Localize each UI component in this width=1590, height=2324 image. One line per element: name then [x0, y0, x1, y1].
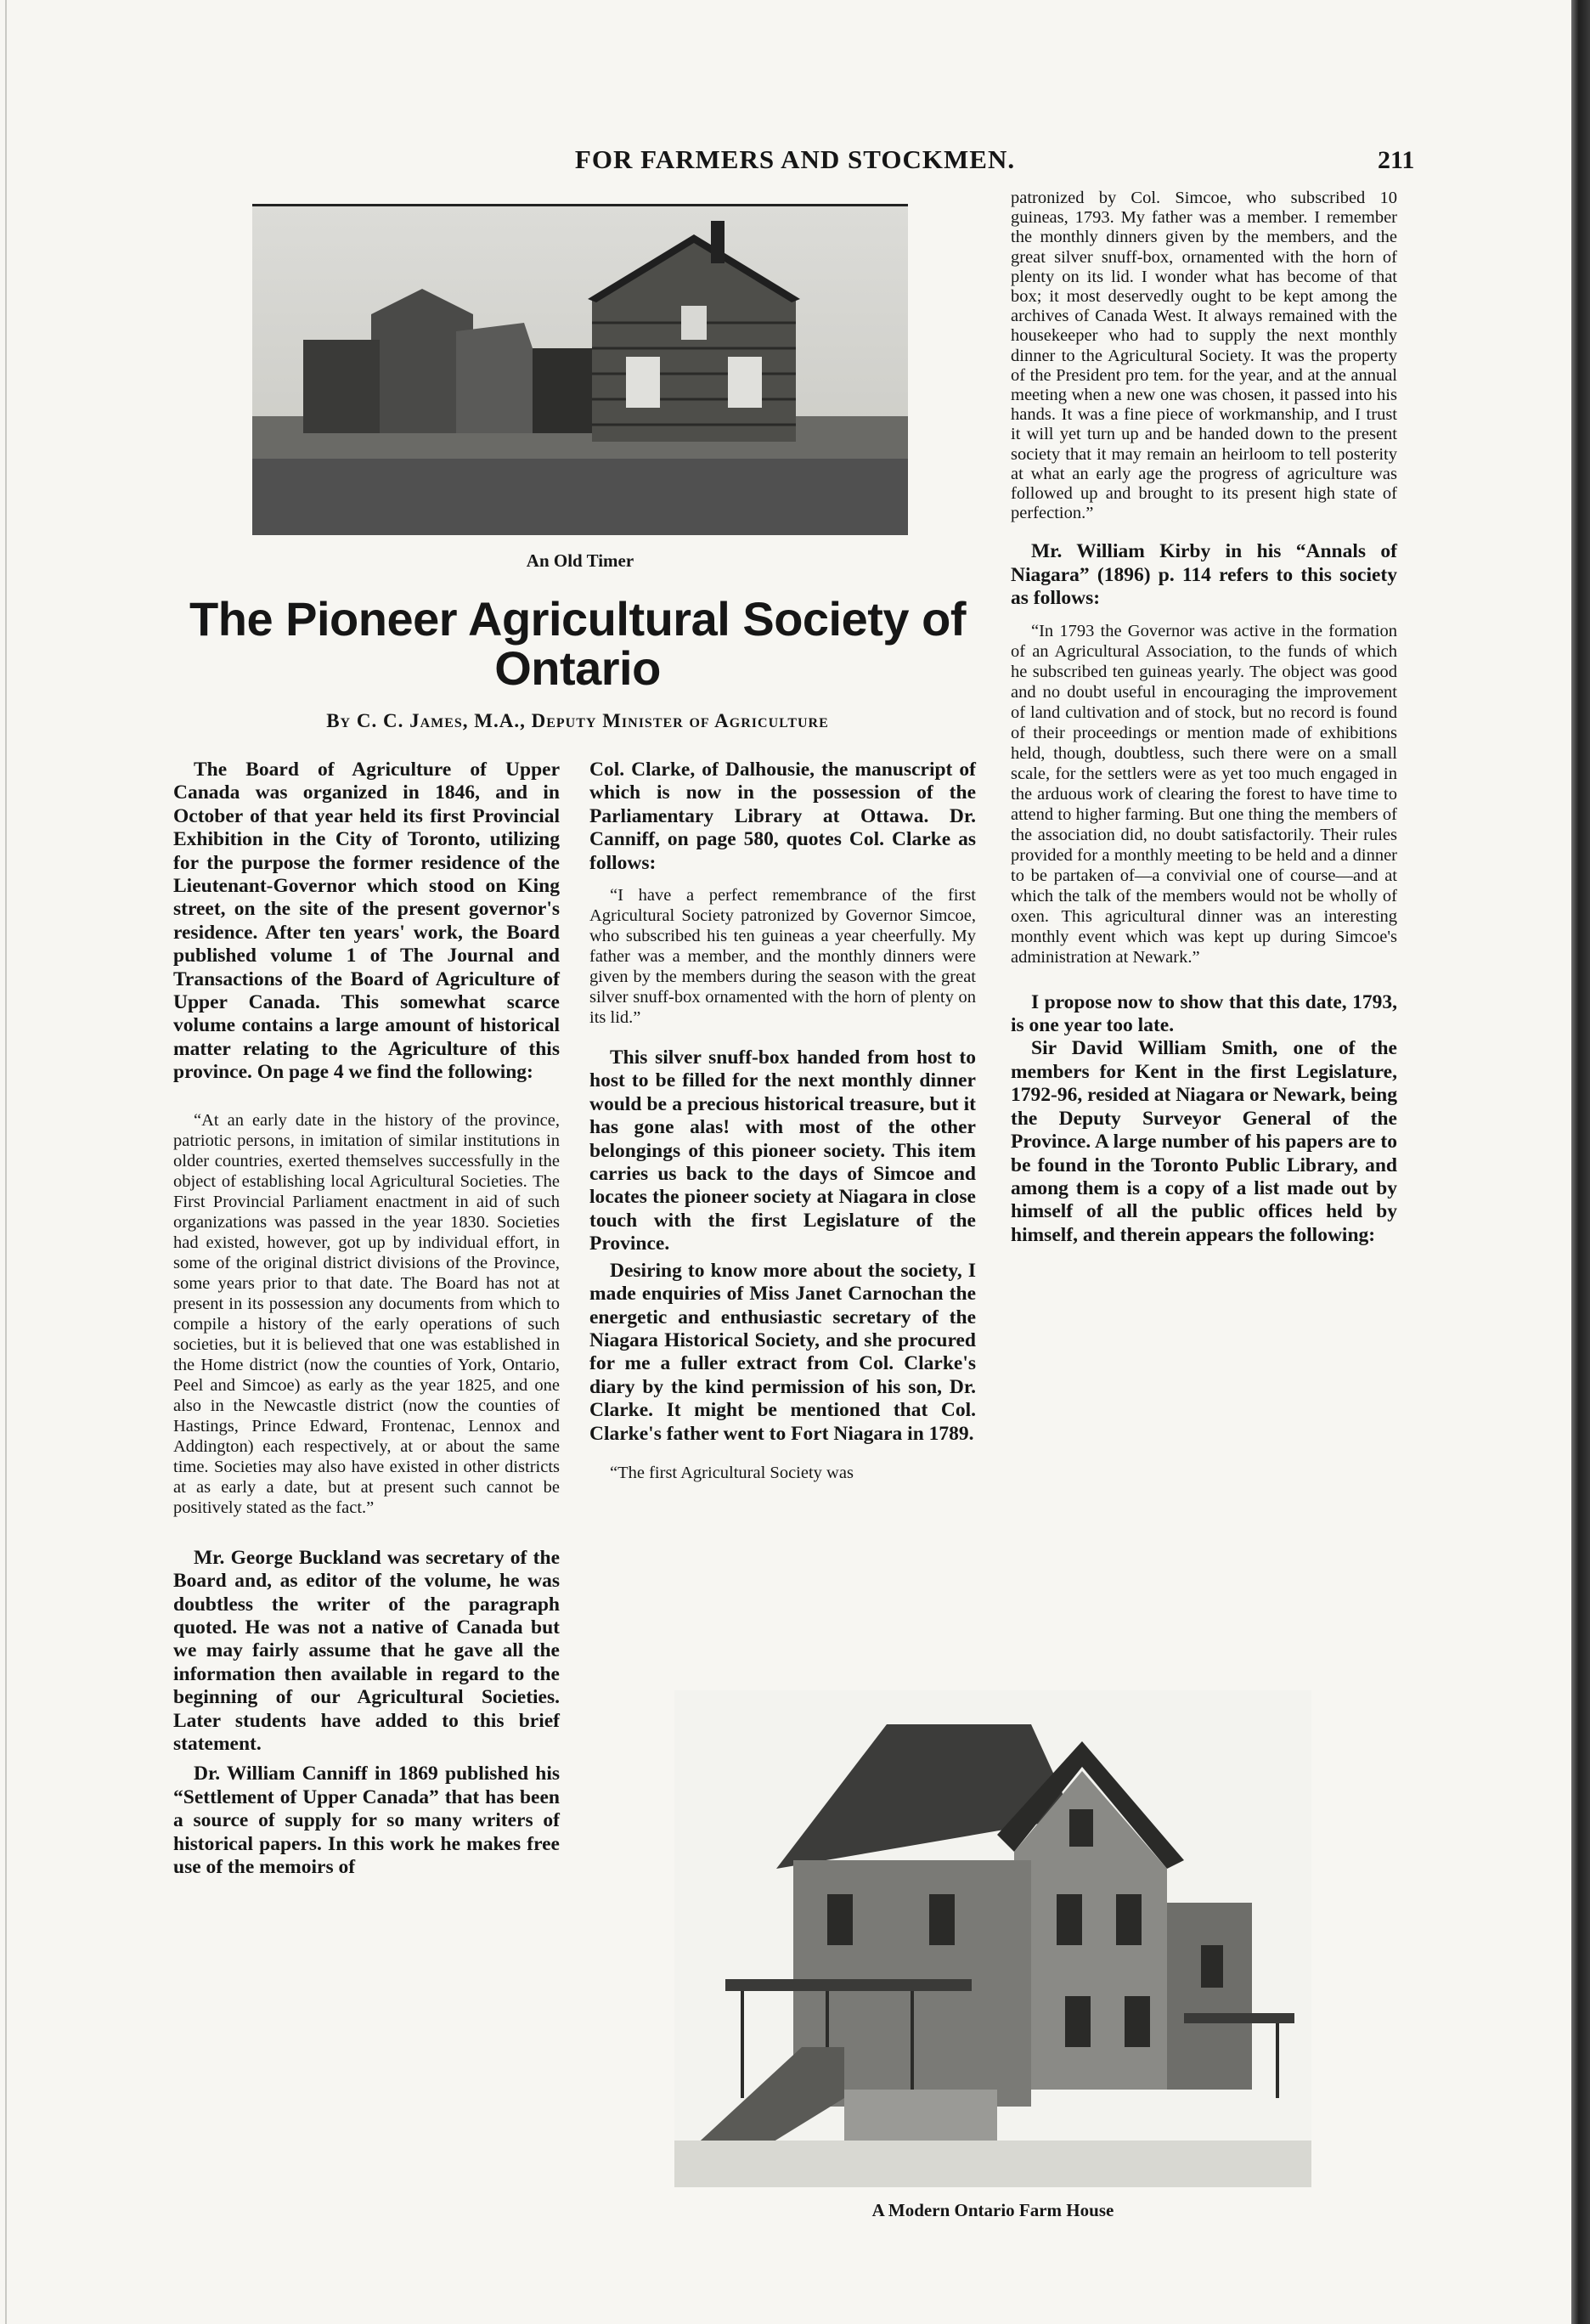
paragraph: Mr. George Buckland was secretary of the Board and, as editor of the volume, he was doubtless the writer of the paragraph quoted. He was not a native of Canada but we may fairly assume that he gave all the information then available in regard to the beginning of our Agricultural Societies. Later students have added to this brief statement. — [173, 1546, 560, 1755]
title-line-1: The Pioneer Agricultural Society of — [189, 592, 966, 646]
right-column — [1011, 189, 1397, 1247]
title-line-2: Ontario — [494, 641, 661, 695]
paragraph: This silver snuff-box handed from host to host to be filled for the next monthly dinner would be a precious historical treasure, but it has gone alas! with most of the other belongings of this pioneer society. This item carries us back to the days of Simcoe and locates the pioneer society at Niagara in close touch with the first Legislature of the Province. — [589, 1046, 976, 1255]
byline: By C. C. James, M.A., Deputy Minister of Agriculture — [326, 710, 829, 731]
block-quote-start: “The first Agricultural Society was — [610, 1463, 854, 1482]
paragraph: Dr. William Canniff in 1869 published his “Settlement of Upper Canada” that has been a source of supply for so many writers of historical papers. In this work he makes free use of the memoirs of — [173, 1763, 560, 1878]
paragraph: Mr. William Kirby in his “Annals of Niagara” (1896) p. 114 refers to this society as follows: — [1011, 540, 1397, 610]
block-quote: “At an early date in the history of the province, patriotic persons, in imitation of similar institutions in older countries, exerted themselves successfully in the object of establishing local Agricultural Societies. The First Provincial Parliament enactment in aid of such organizations was passed in the year 1830. Societies had existed, however, got up by individual effort, in some of the original district divisions of the Province, some years prior to that date. The Board has not at present in its possession any documents from which to compile a history of the early operations of such societies, but it is believed that one was established in the Home district (now the counties of York, Ontario, Peel and Simcoe) as early as the year 1825, and one also in the Newcastle district (now the counties of Hastings, Prince Edward, Frontenac, Lennox and Addington) each respectively, at or about the same time. Societies may also have existed in other districts at as early a date, but at present such cannot be positively stated as the fact.” — [173, 1110, 560, 1517]
paragraph: Sir David William Smith, one of the members for Kent in the first Legislature, 1792-96, resided at Niagara or Newark, being the Deputy Surveyor General of the Province. A large number of his papers are to be found in the Toronto Public Library, and among them is a copy of a list made out by himself of all the public offices held by himself, and therein appears the following: — [1011, 1037, 1397, 1246]
old-timer-caption: An Old Timer — [526, 550, 634, 571]
farm-house-caption: A Modern Ontario Farm House — [871, 2200, 1114, 2220]
scan-left-edge — [5, 0, 7, 2324]
block-quote-continued: patronized by Col. Simcoe, who subscribed 10 guineas, 1793. My father was a member. I remember the monthly dinners given by the members, and the great silver snuff-box, ornamented with the horn of plenty on its lid. I wonder what has become of that box; it most deservedly ought to be kept among the archives of Canada West. It always remained with the housekeeper who had to supply the next monthly dinner to the Agricultural Society. It was the property of the President pro tem. for the year, and at the annual meeting when a new one was chosen, it passed into his hands. It was a fine piece of workmanship, and I trust it will yet turn up and be handed down to the present society that it may remain an heirloom to tell posterity at what an early age the progress of agriculture was followed up and brought to its present high state of perfection.” — [1011, 189, 1397, 523]
paragraph: Col. Clarke, of Dalhousie, the manuscript of which is now in the possession of the Parliamentary Library at Ottawa. Dr. Canniff, on page 580, quotes Col. Clarke as follows: — [589, 759, 976, 874]
middle-column — [589, 759, 976, 1483]
article-title — [153, 592, 1002, 695]
block-quote: “I have a perfect remembrance of the first Agricultural Society patronized by Governor Simcoe, who subscribed his ten guineas a year cheerfully. My father was a member, and the monthly dinners were given by the members during the season with the great silver snuff-box ornamented with the horn of plenty on its lid.” — [589, 886, 976, 1028]
old-timer-photo — [252, 204, 908, 535]
page-number: 211 — [1378, 146, 1415, 174]
farm-house-photo — [674, 1690, 1311, 2187]
running-head: FOR FARMERS AND STOCKMEN. — [574, 144, 1016, 174]
paragraph: Desiring to know more about the society, I made enquiries of Miss Janet Carnochan the energetic and enthusiastic secretary of the Niagara Historical Society, and she procured for me a fuller extract from Col. Clarke's diary by the kind permission of his son, Dr. Clarke. It might be mentioned that Col. Clarke's father went to Fort Niagara in 1789. — [589, 1259, 976, 1445]
paragraph: I propose now to show that this date, 1793, is one year too late. — [1011, 990, 1397, 1037]
block-quote: “In 1793 the Governor was active in the formation of an Agricultural Association, to the funds of which he subscribed ten guineas yearly. The object was good and no doubt useful in encouraging the improvement of land cultivation and of stock, but no record is found of their proceedings or mention made of exhibitions held, though, doubtless, such there were on a small scale, for the settlers were as yet too much engaged in the arduous work of clearing the forest to have time to attend to higher farming. But one thing the members of the association did, no doubt satisfactorily. Their rules provided for a monthly meeting to be held and a dinner to be partaken of—a convivial one of course—and at which the talk of the members would not be wholly of oxen. This agricultural dinner was an interesting monthly event which was kept up during Simcoe's administration at Newark.” — [1011, 621, 1397, 967]
paragraph: The Board of Agriculture of Upper Canada was organized in 1846, and in October of that year held its first Provincial Exhibition in the City of Toronto, utilizing for the purpose the former residence of the Lieutenant-Governor which stood on King street, on the site of the present governor's residence. After ten years' work, the Board published volume 1 of The Journal and Transactions of the Board of Agriculture of Upper Canada. This somewhat scarce volume contains a large amount of historical matter relating to the Agriculture of this province. On page 4 we find the following: — [173, 759, 560, 1084]
scan-binding-edge — [1571, 0, 1590, 2324]
left-column — [173, 759, 560, 1879]
